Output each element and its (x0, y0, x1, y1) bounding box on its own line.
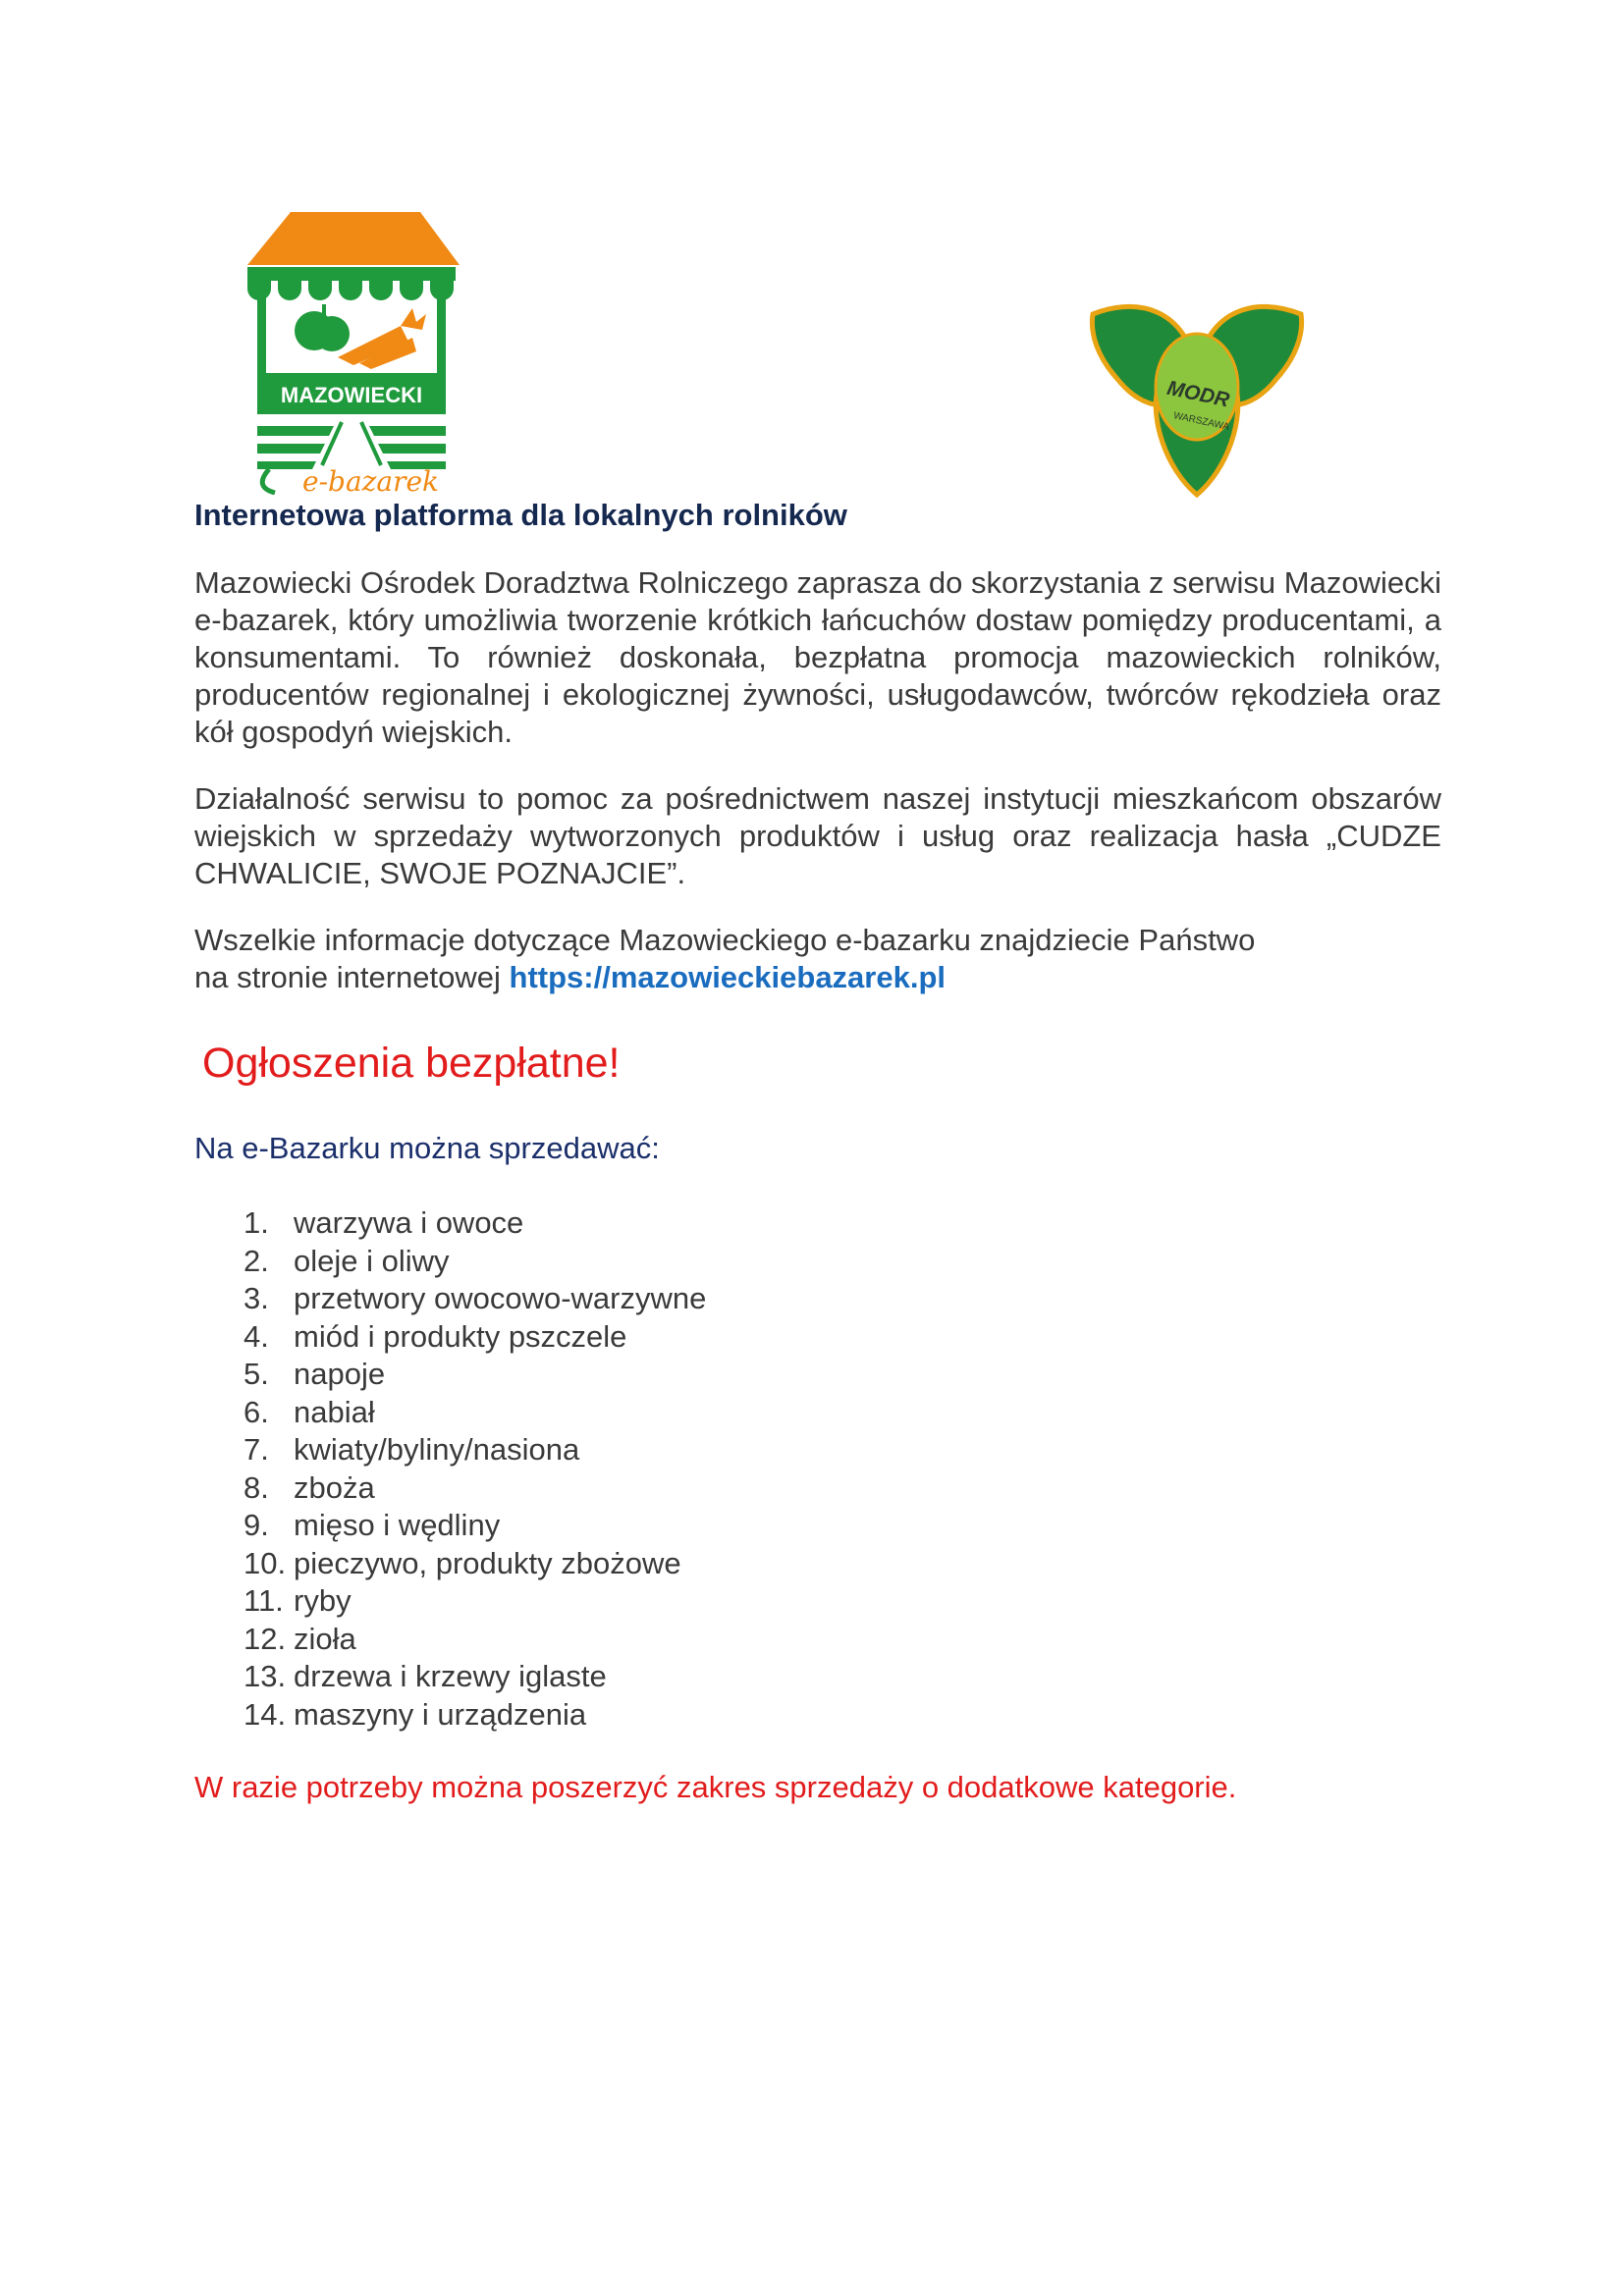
list-item-number: 11. (244, 1583, 284, 1618)
mazowiecki-e-bazarek-logo (244, 208, 460, 495)
list-item-number: 7. (244, 1432, 269, 1467)
list-item-number: 8. (244, 1469, 269, 1505)
website-link[interactable]: https://mazowieckiebazarek.pl (509, 960, 947, 994)
info-paragraph (194, 922, 1441, 996)
list-item (244, 1318, 1441, 1357)
page-title: Internetowa platforma dla lokalnych rolników (194, 498, 847, 532)
list-item-number: 12. (244, 1621, 287, 1656)
logo-right-subword: WARSZAWA (1172, 410, 1230, 433)
list-item-label: drzewa i krzewy iglaste (294, 1659, 607, 1693)
mission-paragraph: Działalność serwisu to pomoc za pośrednictwem naszej instytucji mieszkańcom obszarów wiejskich w sprzedaży wytworzonych produktów i usług oraz realizacja hasła „CUDZE CHWALICIE, SWOJE POZNAJCIE”. (194, 781, 1441, 890)
extension-note: W razie potrzeby można poszerzyć zakres sprzedaży o dodatkowe kategorie. (194, 1770, 1237, 1804)
list-item-label: maszyny i urządzenia (294, 1696, 587, 1732)
list-item (244, 1545, 1441, 1583)
list-item (244, 1356, 1441, 1394)
logo-left-script: e-bazarek (302, 465, 440, 495)
list-item (244, 1469, 1441, 1508)
list-item (244, 1507, 1441, 1545)
list-item (244, 1696, 1441, 1735)
logo-right-word: MODR (1164, 376, 1232, 412)
modr-warszawa-logo (1088, 302, 1306, 499)
list-item (244, 1431, 1441, 1469)
list-item-number: 13. (244, 1659, 287, 1693)
list-item-label: pieczywo, produkty zbożowe (294, 1545, 681, 1580)
list-item-label: ryby (294, 1583, 352, 1618)
category-list (194, 1204, 1441, 1734)
list-item (244, 1243, 1441, 1281)
list-item-label: zioła (294, 1621, 356, 1656)
list-item (244, 1280, 1441, 1318)
list-item-label: warzywa i owoce (294, 1205, 524, 1240)
list-item-label: mięso i wędliny (294, 1508, 501, 1542)
logo-left-word: MAZOWIECKI (280, 383, 423, 407)
list-item (244, 1658, 1441, 1696)
list-item-label: miód i produkty pszczele (294, 1318, 627, 1354)
list-item-label: nabiał (294, 1394, 375, 1429)
info-line-2-prefix: na stronie internetowej (194, 960, 510, 994)
list-item-number: 1. (244, 1205, 269, 1240)
list-item (244, 1204, 1441, 1243)
document-body (194, 496, 1441, 1806)
list-item (244, 1621, 1441, 1659)
list-item-number: 6. (244, 1394, 269, 1429)
info-line-1: Wszelkie informacje dotyczące Mazowieckiego e-bazarku znajdziecie Państwo (194, 923, 1256, 957)
sell-list-title: Na e-Bazarku można sprzedawać: (194, 1131, 660, 1165)
list-item-number: 10. (244, 1545, 287, 1580)
list-item (244, 1582, 1441, 1621)
free-ads-heading: Ogłoszenia bezpłatne! (202, 1040, 621, 1087)
list-item (244, 1394, 1441, 1432)
list-item-label: zboża (294, 1469, 375, 1505)
list-item-number: 2. (244, 1243, 269, 1278)
list-item-number: 3. (244, 1281, 269, 1315)
list-item-number: 5. (244, 1357, 269, 1391)
list-item-number: 4. (244, 1318, 269, 1354)
list-item-label: oleje i oliwy (294, 1243, 450, 1278)
list-item-label: kwiaty/byliny/nasiona (294, 1432, 580, 1467)
list-item-number: 9. (244, 1508, 269, 1542)
list-item-number: 14. (244, 1696, 287, 1732)
list-item-label: napoje (294, 1357, 386, 1391)
intro-paragraph: Mazowiecki Ośrodek Doradztwa Rolniczego zaprasza do skorzystania z serwisu Mazowiecki e-bazarek, który umożliwia tworzenie krótkich łańcuchów dostaw pomiędzy producentami, a konsumentami. To również doskonała, bezpłatna promocja mazowieckich rolników, producentów regionalnej i ekologicznej żywności, usługodawców, twórców rękodzieła oraz kół gospodyń wiejskich. (194, 565, 1441, 749)
list-item-label: przetwory owocowo-warzywne (294, 1281, 707, 1315)
